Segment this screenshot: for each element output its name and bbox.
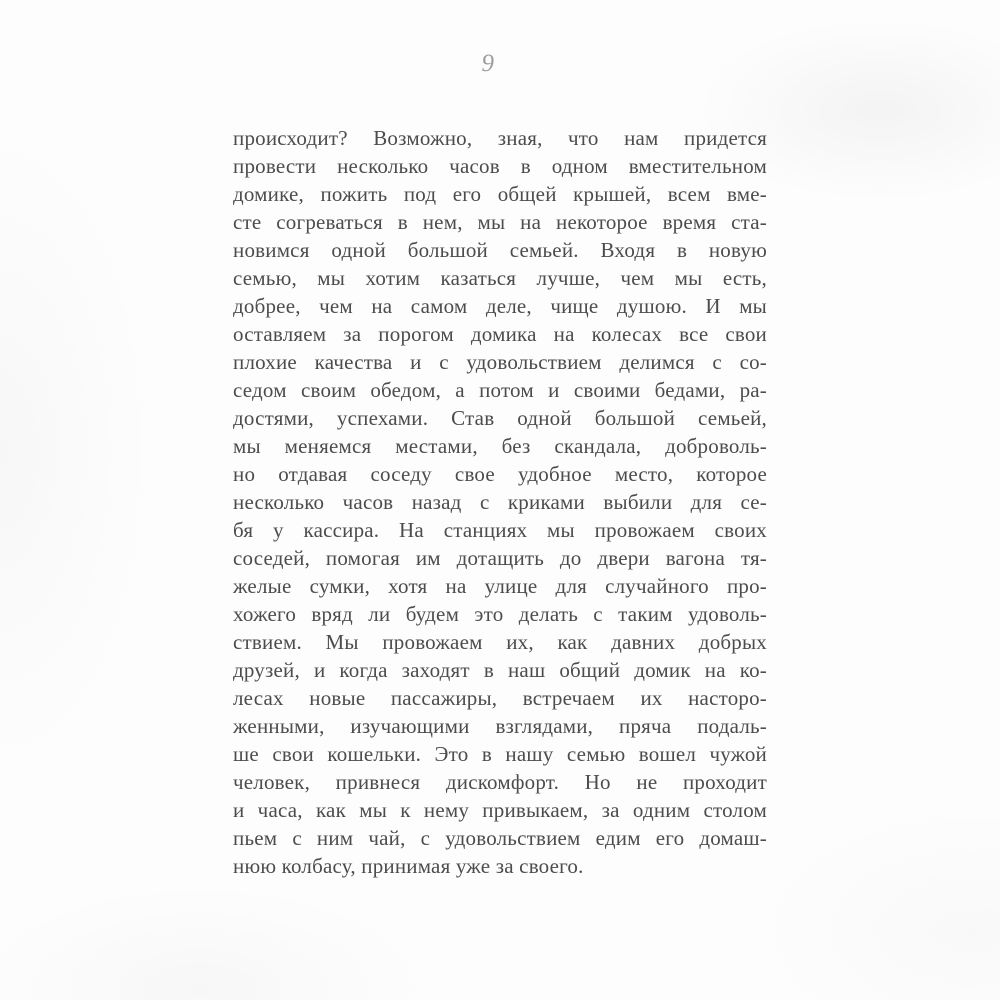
text-line: бя у кассира. На станциях мы провожаем своих bbox=[233, 518, 767, 542]
text-line: ше свои кошельки. Это в нашу семью вошел чужой bbox=[233, 742, 767, 766]
text-line: семью, мы хотим казаться лучше, чем мы есть, bbox=[233, 266, 767, 290]
text-line: несколько часов назад с криками выбили для се- bbox=[233, 490, 767, 514]
text-line: сте согреваться в нем, мы на некоторое время ста- bbox=[233, 210, 767, 234]
page-number: 9 bbox=[481, 50, 495, 77]
text-line: достями, успехами. Став одной большой семьей, bbox=[233, 406, 767, 430]
text-line: и часа, как мы к нему привыкаем, за одним столом bbox=[233, 798, 767, 822]
text-line: ствием. Мы провожаем их, как давних добрых bbox=[233, 630, 767, 654]
text-line: новимся одной большой семьей. Входя в новую bbox=[233, 238, 767, 262]
text-line: провести несколько часов в одном вместительном bbox=[233, 154, 767, 178]
text-line: человек, привнеся дискомфорт. Но не проходит bbox=[233, 770, 767, 794]
text-line: нюю колбасу, принимая уже за своего. bbox=[233, 854, 584, 878]
text-line: плохие качества и с удовольствием делимся с со- bbox=[233, 350, 767, 374]
body-text bbox=[233, 124, 767, 880]
text-line: женными, изучающими взглядами, пряча подаль- bbox=[233, 714, 767, 738]
text-line: желые сумки, хотя на улице для случайного про- bbox=[233, 574, 767, 598]
text-line: друзей, и когда заходят в наш общий домик на ко- bbox=[233, 658, 767, 682]
text-line: оставляем за порогом домика на колесах все свои bbox=[233, 322, 767, 346]
text-line: лесах новые пассажиры, встречаем их насторо- bbox=[233, 686, 767, 710]
text-line: добрее, чем на самом деле, чище душою. И мы bbox=[233, 294, 767, 318]
text-line: пьем с ним чай, с удовольствием едим его домаш- bbox=[233, 826, 767, 850]
text-line: соседей, помогая им дотащить до двери вагона тя- bbox=[233, 546, 767, 570]
text-line: но отдавая соседу свое удобное место, которое bbox=[233, 462, 767, 486]
text-line: седом своим обедом, а потом и своими бедами, ра- bbox=[233, 378, 767, 402]
text-line: домике, пожить под его общей крышей, всем вме- bbox=[233, 182, 767, 206]
text-line: мы меняемся местами, без скандала, доброволь- bbox=[233, 434, 767, 458]
text-line: хожего вряд ли будем это делать с таким удоволь- bbox=[233, 602, 767, 626]
text-line: происходит? Возможно, зная, что нам придется bbox=[233, 126, 767, 150]
